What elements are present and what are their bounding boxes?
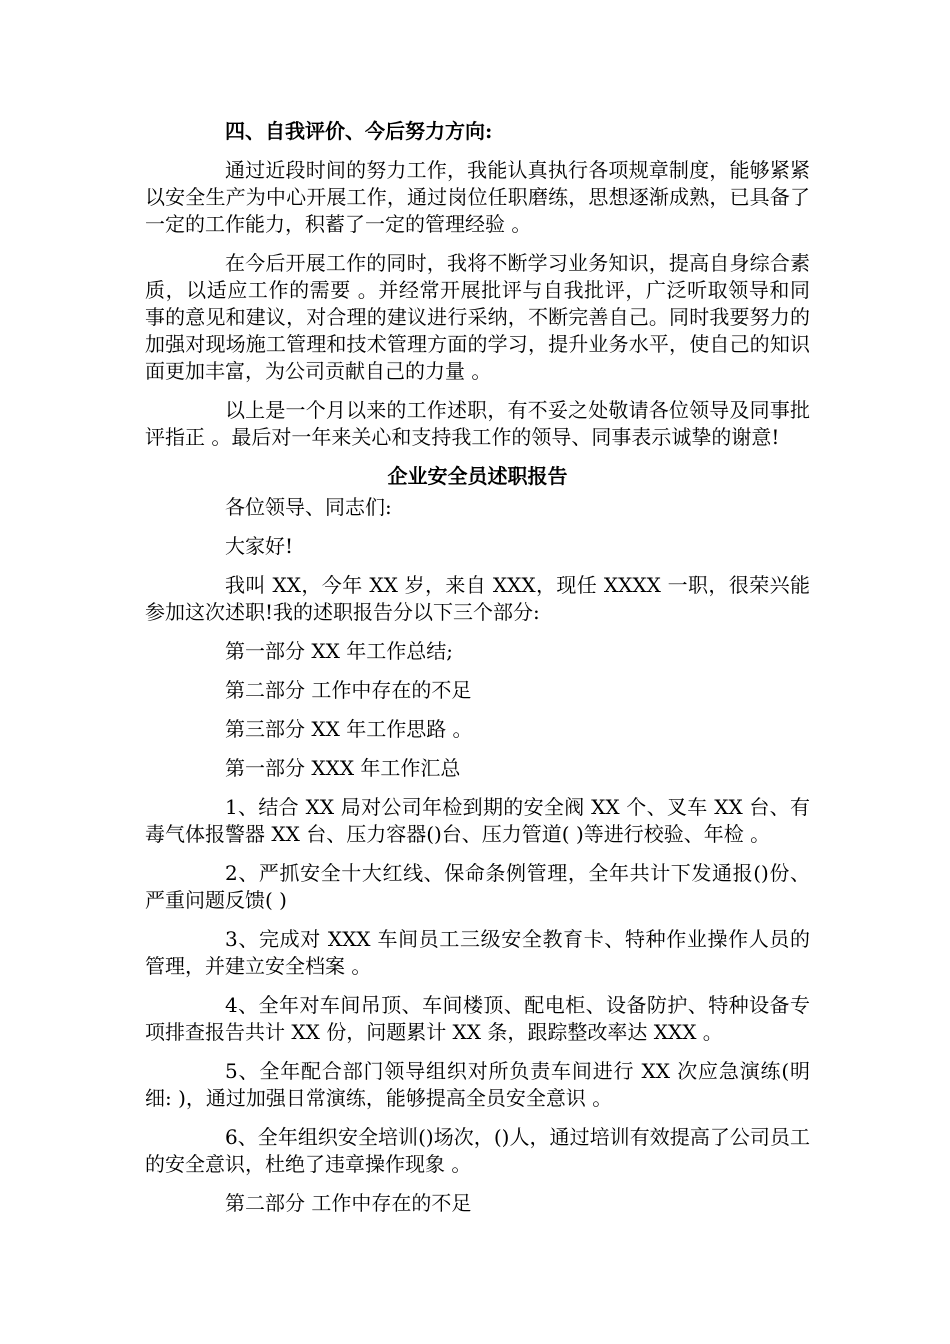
report-title: 企业安全员述职报告: [387, 464, 568, 488]
document-body: [145, 118, 810, 1229]
part-two-heading: 第二部分 工作中存在的不足: [225, 1191, 472, 1215]
outline-item: 第三部分 XX 年工作思路 。: [225, 717, 473, 741]
work-item: 1、结合 XX 局对公司年检到期的安全阀 XX 个、叉车 XX 台、有毒气体报警器 XX 台、压力容器()台、压力管道( )等进行校验、年检 。: [145, 795, 810, 846]
section-heading-self-evaluation: 四、自我评价、今后努力方向:: [225, 119, 493, 143]
part-one-heading: 第一部分 XXX 年工作汇总: [225, 756, 461, 780]
outline-item: 第二部分 工作中存在的不足: [225, 678, 472, 702]
intro-paragraph: 我叫 XX，今年 XX 岁，来自 XXX，现任 XXXX 一职，很荣兴能参加这次述职!我的述职报告分以下三个部分:: [145, 573, 810, 624]
greeting: 大家好!: [225, 534, 294, 558]
paragraph: 在今后开展工作的同时，我将不断学习业务知识，提高自身综合素质，以适应工作的需要 。并经常开展批评与自我批评，广泛听取领导和同事的意见和建议，对合理的建议进行采纳，不断完善自己。同时我要努力的加强对现场施工管理和技术管理方面的学习，提升业务水平，使自己的知识面更加丰富，为公司贡献自己的力量 。: [145, 251, 810, 383]
work-item: 4、全年对车间吊顶、车间楼顶、配电柜、设备防护、特种设备专项排查报告共计 XX 份，问题累计 XX 条，跟踪整改率达 XXX 。: [145, 993, 810, 1044]
work-item: 6、全年组织安全培训()场次，()人，通过培训有效提高了公司员工的安全意识，杜绝了违章操作现象 。: [145, 1125, 810, 1176]
outline-item: 第一部分 XX 年工作总结;: [225, 639, 453, 663]
work-item: 5、全年配合部门领导组织对所负责车间进行 XX 次应急演练(明细: )，通过加强日常演练，能够提高全员安全意识 。: [145, 1059, 810, 1110]
salutation: 各位领导、同志们:: [225, 495, 392, 519]
paragraph: 通过近段时间的努力工作，我能认真执行各项规章制度，能够紧紧以安全生产为中心开展工作，通过岗位任职磨练，思想逐渐成熟，已具备了一定的工作能力，积蓄了一定的管理经验 。: [145, 158, 810, 236]
work-item: 2、严抓安全十大红线、保命条例管理，全年共计下发通报()份、严重问题反馈( ): [145, 861, 810, 912]
work-item: 3、完成对 XXX 车间员工三级安全教育卡、特种作业操作人员的管理，并建立安全档案 。: [145, 927, 810, 978]
paragraph: 以上是一个月以来的工作述职，有不妥之处敬请各位领导及同事批评指正 。最后对一年来关心和支持我工作的领导、同事表示诚挚的谢意!: [145, 398, 810, 449]
